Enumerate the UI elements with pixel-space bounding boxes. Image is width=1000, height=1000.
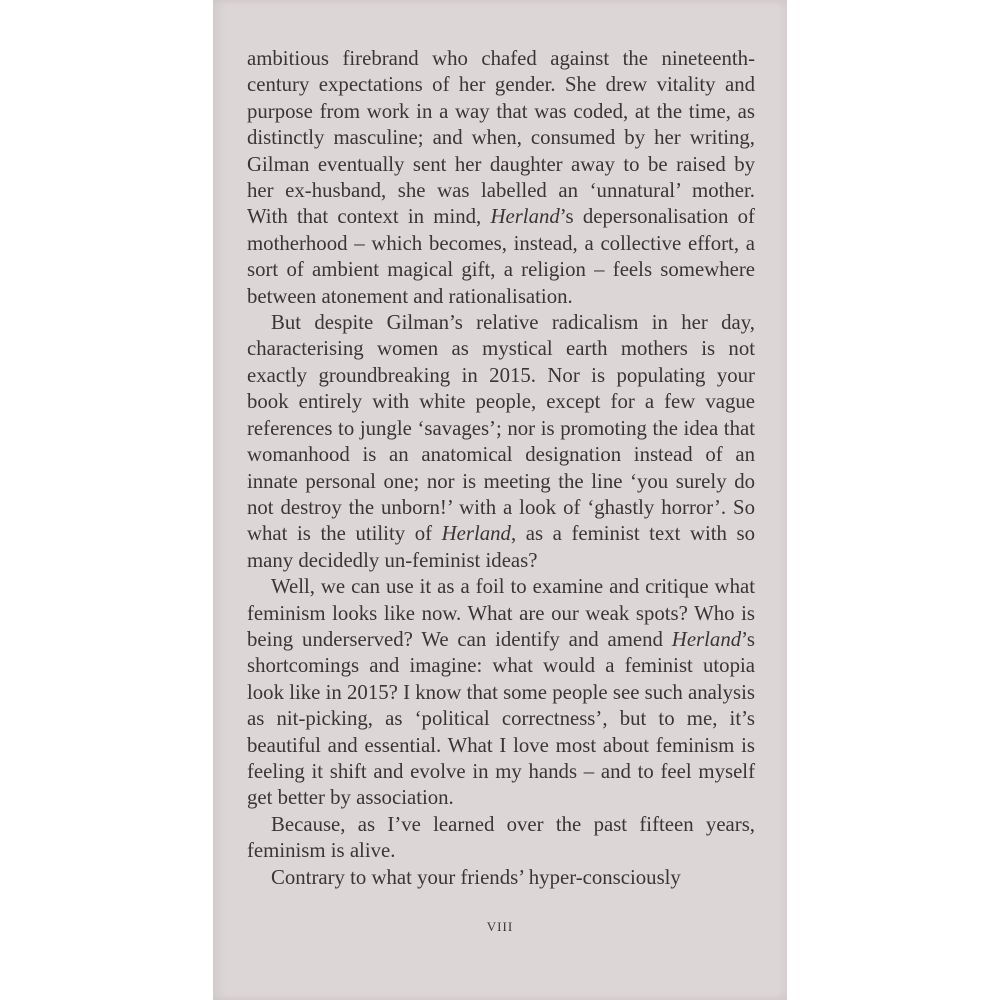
book-page <box>213 0 787 1000</box>
paragraph-5 <box>247 865 755 891</box>
book-title-herland: Herland <box>490 205 560 229</box>
page-number: VIII <box>486 919 514 934</box>
paragraph-2-text: But despite Gilman’s relative radicalism in her day, characterising women as mystical earth mothers is not exactly groundbreaking in 2015. Nor is populating your book entirely with white people, except for a few vague references to jungle ‘savages’; nor is promoting the idea that womanhood is an anatomical designation instead of an innate personal one; nor is meeting the line ‘you surely do not destroy the unborn!’ with a look of ‘ghastly horror’. So what is the utility of <box>247 311 755 546</box>
paragraph-5-text: Contrary to what your friends’ hyper-consciously <box>271 865 681 889</box>
book-title-herland: Herland <box>671 627 742 651</box>
paragraph-2 <box>247 310 755 574</box>
paragraph-4 <box>247 812 755 865</box>
paragraph-4-text: Because, as I’ve learned over the past fifteen years, feminism is alive. <box>247 812 755 863</box>
book-title-herland: Herland <box>441 522 511 546</box>
paragraph-1-text: ambitious firebrand who chafed against the nineteenth-century expectations of her gender. She drew vitality and purpose from work in a way that was coded, at the time, as distinctly masculine; and when, consumed by her writing, Gilman eventually sent her daughter away to be raised by her ex-husband, she was labelled an ‘unnatural’ mother. With that context in mind, <box>247 47 755 229</box>
paragraph-3-text: Well, we can use it as a foil to examine and critique what feminism looks like now. What are our weak spots? Who is being underserved? We can identify and amend <box>247 575 755 651</box>
paragraph-3-text-cont: ’s shortcomings and imagine: what would a feminist utopia look like in 2015? I know that some people see such analysis as nit-picking, as ‘political correctness’, but to me, it’s beautiful and essential. What I love most about feminism is feeling it shift and evolve in my hands – and to feel myself get better by association. <box>247 627 755 810</box>
paragraph-1 <box>247 46 755 310</box>
paragraph-3 <box>247 574 755 812</box>
paragraph-1-text-cont: ’s depersonalisation of motherhood – which becomes, instead, a collective effort, a sort of ambient magical gift, a religion – feels somewhere between atonement and rationalisation. <box>247 205 755 308</box>
body-text <box>247 46 755 891</box>
paragraph-2-text-cont: , as a feminist text with so many decidedly un-feminist ideas? <box>247 522 755 572</box>
